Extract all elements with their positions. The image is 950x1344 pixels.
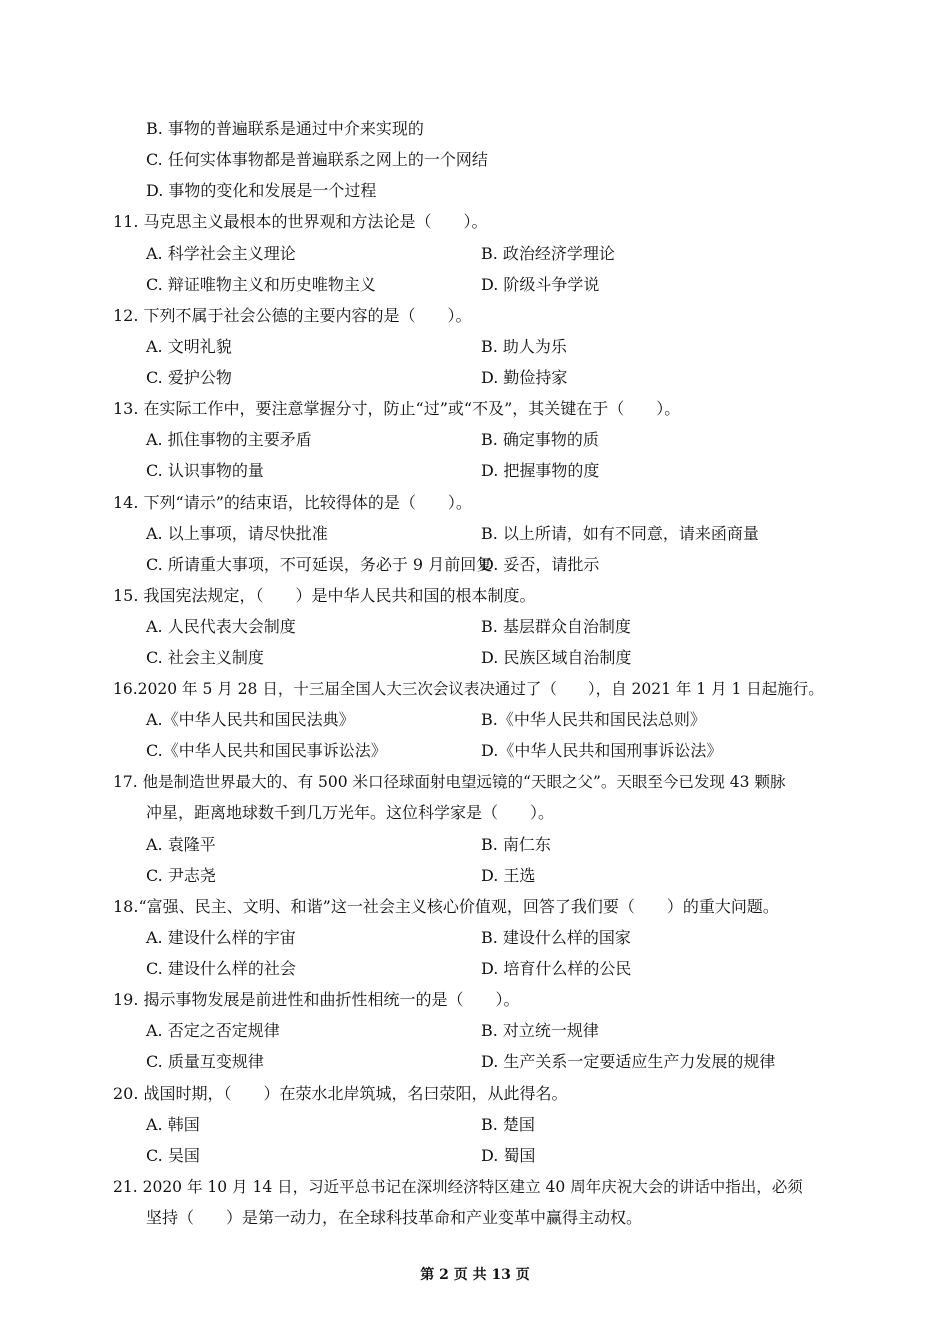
question-number: 15. [113, 586, 139, 605]
option-c: C. 质量互变规律 [146, 1052, 264, 1071]
option-c: C. 吴国 [146, 1146, 200, 1165]
option-b: B. 以上所请，如有不同意，请来函商量 [481, 524, 759, 543]
option-b: B. 对立统一规律 [481, 1021, 599, 1040]
option-d: D. 把握事物的度 [481, 461, 600, 480]
question-stem: 2020 年 5 月 28 日，十三届全国人大三次会议表决通过了（ ），自 2021 年 1 月 1 日起施行。 [137, 680, 824, 698]
option-a: A. 袁隆平 [146, 835, 216, 854]
question-number: 11. [113, 212, 139, 231]
question-number: 21. [113, 1178, 138, 1196]
option-d: D. 培育什么样的公民 [481, 959, 632, 978]
option-b: B. 事物的普遍联系是通过中介来实现的 [146, 119, 424, 138]
option-a: A. 建设什么样的宇宙 [146, 928, 296, 947]
option-a: A. 以上事项，请尽快批准 [146, 524, 328, 543]
option-c: C. 社会主义制度 [146, 648, 264, 667]
option-d: D. 妥否，请批示 [481, 555, 600, 574]
option-b: B. 确定事物的质 [481, 430, 599, 449]
option-b: B. 楚国 [481, 1115, 535, 1134]
question-number: 14. [113, 493, 139, 512]
question-21 [113, 1177, 803, 1197]
question-19 [113, 990, 520, 1010]
option-d: D. 蜀国 [481, 1146, 536, 1165]
option-c: C. 建设什么样的社会 [146, 959, 296, 978]
option-c: C.《中华人民共和国民事诉讼法》 [146, 741, 387, 760]
question-stem-continued: 坚持（ ）是第一动力，在全球科技革命和产业变革中赢得主动权。 [146, 1208, 643, 1227]
question-number: 19. [113, 990, 139, 1009]
option-d: D. 事物的变化和发展是一个过程 [146, 181, 377, 200]
option-a: A. 韩国 [146, 1115, 200, 1134]
option-a: A. 否定之否定规律 [146, 1021, 280, 1040]
question-18 [113, 897, 779, 917]
question-stem: 2020 年 10 月 14 日，习近平总书记在深圳经济特区建立 40 周年庆祝大会的讲话中指出，必须 [142, 1178, 803, 1196]
question-stem: 我国宪法规定，（ ）是中华人民共和国的根本制度。 [143, 586, 536, 605]
question-stem: 下列不属于社会公德的主要内容的是（ ）。 [143, 306, 472, 325]
question-number: 18. [113, 897, 139, 916]
option-d: D. 王选 [481, 866, 536, 885]
option-a: A.《中华人民共和国民法典》 [146, 710, 355, 729]
option-d: D.《中华人民共和国刑事诉讼法》 [481, 741, 723, 760]
question-13 [113, 399, 680, 419]
option-c: C. 所请重大事项，不可延误，务必于 9 月前回复 [146, 555, 493, 574]
question-14 [113, 493, 472, 513]
option-a: A. 文明礼貌 [146, 337, 232, 356]
option-d: D. 勤俭持家 [481, 368, 568, 387]
question-20 [113, 1084, 568, 1104]
question-number: 16. [113, 680, 138, 698]
question-stem: 揭示事物发展是前进性和曲折性相统一的是（ ）。 [143, 990, 520, 1009]
question-stem: 他是制造世界最大的、有 500 米口径球面射电望远镜的“天眼之父”。天眼至今已发现 43 颗脉 [142, 773, 786, 791]
question-number: 13. [113, 399, 139, 418]
option-b: B. 助人为乐 [481, 337, 567, 356]
question-number: 20. [113, 1084, 139, 1103]
question-stem: 下列“请示”的结束语，比较得体的是（ ）。 [143, 493, 472, 512]
question-number: 12. [113, 306, 139, 325]
option-d: D. 民族区域自治制度 [481, 648, 632, 667]
option-b: B.《中华人民共和国民法总则》 [481, 710, 706, 729]
question-stem: “富强、民主、文明、和谐”这一社会主义核心价值观，回答了我们要（ ）的重大问题。 [138, 897, 779, 916]
question-12 [113, 306, 472, 326]
option-d: D. 阶级斗争学说 [481, 275, 600, 294]
question-11 [113, 212, 488, 232]
question-17 [113, 772, 785, 792]
question-stem: 战国时期，（ ）在荥水北岸筑城，名曰荥阳，从此得名。 [143, 1084, 568, 1103]
question-number: 17. [113, 773, 138, 791]
option-a: A. 科学社会主义理论 [146, 244, 296, 263]
option-c: C. 辩证唯物主义和历史唯物主义 [146, 275, 376, 294]
question-stem: 马克思主义最根本的世界观和方法论是（ ）。 [143, 212, 488, 231]
option-c: C. 认识事物的量 [146, 461, 264, 480]
option-c: C. 尹志尧 [146, 866, 216, 885]
option-b: B. 南仁东 [481, 835, 551, 854]
question-stem-continued: 冲星，距离地球数千到几万光年。这位科学家是（ ）。 [146, 803, 555, 822]
question-15 [113, 586, 536, 606]
option-b: B. 基层群众自治制度 [481, 617, 631, 636]
option-b: B. 建设什么样的国家 [481, 928, 631, 947]
option-b: B. 政治经济学理论 [481, 244, 615, 263]
question-stem: 在实际工作中，要注意掌握分寸，防止“过”或“不及”，其关键在于（ ）。 [143, 399, 681, 418]
option-d: D. 生产关系一定要适应生产力发展的规律 [481, 1052, 776, 1071]
option-a: A. 人民代表大会制度 [146, 617, 296, 636]
question-16 [113, 679, 824, 699]
option-a: A. 抓住事物的主要矛盾 [146, 430, 312, 449]
page-footer: 第 2 页 共 13 页 [420, 1267, 530, 1283]
option-c: C. 任何实体事物都是普遍联系之网上的一个网结 [146, 150, 488, 169]
option-c: C. 爱护公物 [146, 368, 232, 387]
